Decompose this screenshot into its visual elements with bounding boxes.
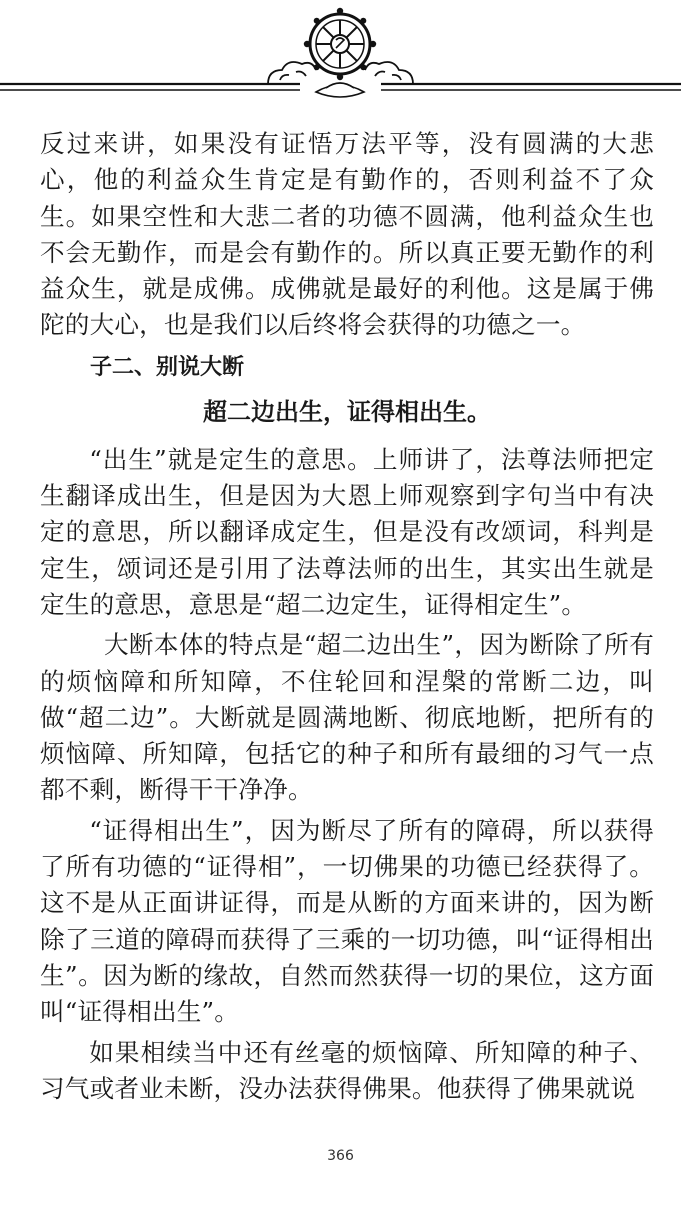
verse-quote: 超二边出生，证得相出生。 bbox=[203, 397, 491, 426]
page-header-ornament bbox=[0, 0, 681, 110]
paragraph-5: 如果相续当中还有丝毫的烦恼障、所知障的种子、习气或者业未断，没办法获得佛果。他获得了佛果就说 bbox=[40, 1037, 654, 1103]
paragraph-4: “证得相出生”，因为断尽了所有的障碍，所以获得了所有功德的“证得相”，一切佛果的功德已经获得了。这不是从正面讲证得，而是从断的方面来讲的，因为断除了三道的障碍而获得了三乘的一切功德，叫“证得相出生”。因为断的缘故，自然而然获得一切的果位，这方面叫“证得相出生”。 bbox=[40, 815, 654, 1027]
paragraph-2: “出生”就是定生的意思。上师讲了，法尊法师把定生翻译成出生，但是因为大恩上师观察到字句当中有决定的意思，所以翻译成定生，但是没有改颂词，科判是定生，颂词还是引用了法尊法师的出生，其实出生就是定生的意思，意思是“超二边定生，证得相定生”。 bbox=[40, 444, 654, 619]
page-number: 366 bbox=[327, 1148, 354, 1164]
paragraph-3: 大断本体的特点是“超二边出生”，因为断除了所有的烦恼障和所知障，不住轮回和涅槃的常断二边，叫做“超二边”。大断就是圆满地断、彻底地断，把所有的烦恼障、所知障，包括它的种子和所有最细的习气一点都不剩，断得干干净净。 bbox=[40, 630, 654, 805]
dharma-wheel-icon bbox=[0, 0, 681, 110]
paragraph-1: 反过来讲，如果没有证悟万法平等，没有圆满的大悲心，他的利益众生肯定是有勤作的，否则利益不了众生。如果空性和大悲二者的功德不圆满，他利益众生也不会无勤作，而是会有勤作的。所以真正要无勤作的利益众生，就是成佛。成佛就是最好的利他。这是属于佛陀的大心，也是我们以后终将会获得的功德之一。 bbox=[40, 129, 654, 340]
section-subheading: 子二、别说大断 bbox=[90, 354, 245, 380]
page-body bbox=[40, 126, 654, 1107]
